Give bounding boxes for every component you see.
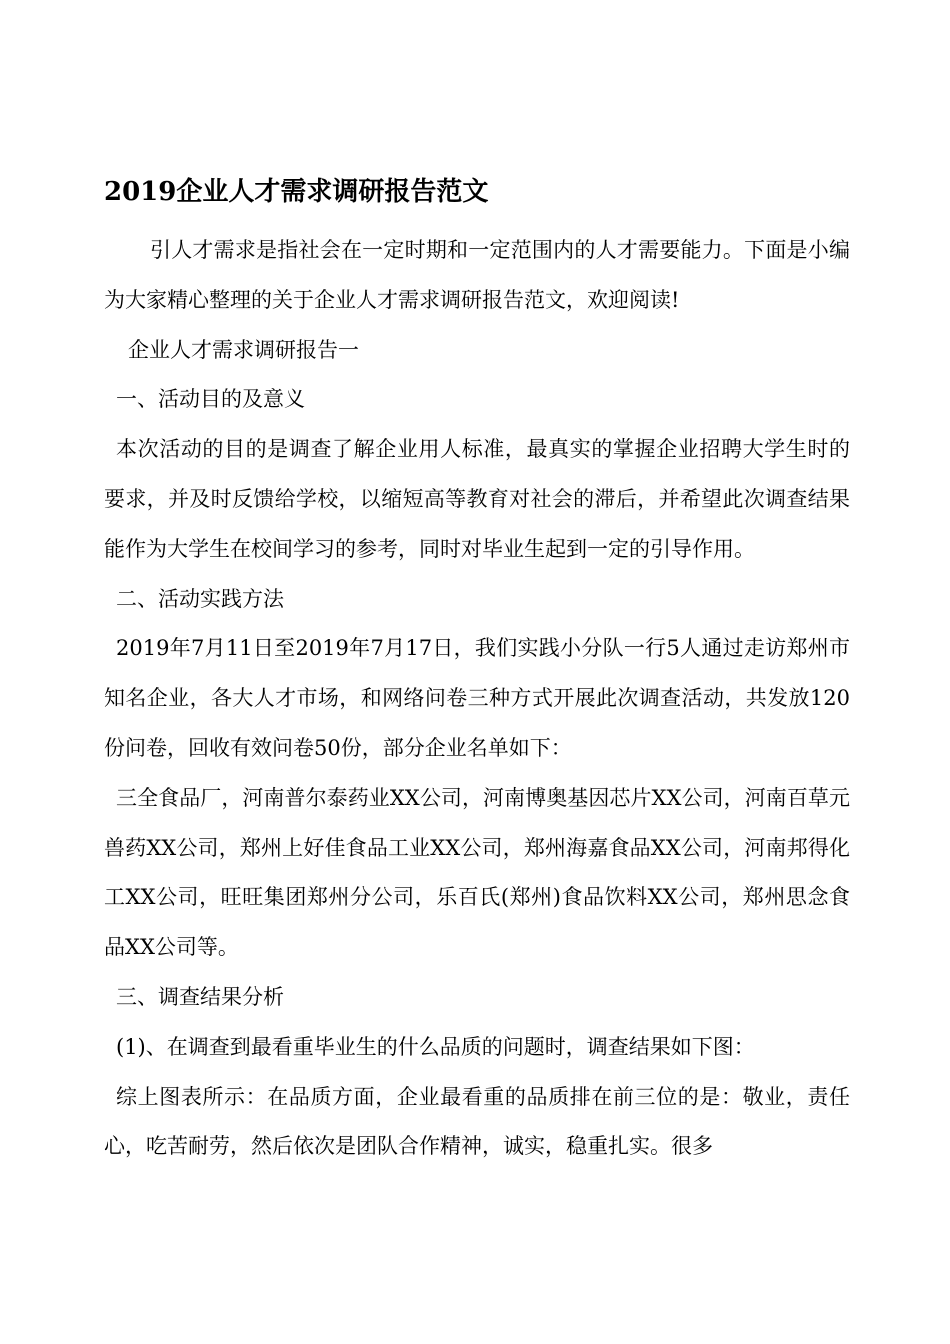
analysis-summary-paragraph: 综上图表所示：在品质方面，企业最看重的品质排在前三位的是：敬业，责任心，吃苦耐劳，然后依次是团队合作精神，诚实，稳重扎实。很多 (104, 1084, 850, 1159)
analysis-question-paragraph: (1)、在调查到最看重毕业生的什么品质的问题时，调查结果如下图： (116, 1034, 755, 1059)
section-heading-purpose: 一、活动目的及意义 (116, 387, 305, 412)
report-subtitle: 企业人才需求调研报告一 (128, 337, 359, 362)
intro-paragraph: 引人才需求是指社会在一定时期和一定范围内的人才需要能力。下面是小编为大家精心整理的关于企业人才需求调研报告范文，欢迎阅读! (104, 238, 850, 312)
purpose-paragraph: 本次活动的目的是调查了解企业用人标准，最真实的掌握企业招聘大学生时的要求，并及时反馈给学校，以缩短高等教育对社会的滞后，并希望此次调查结果能作为大学生在校间学习的参考，同时对毕业生起到一定的引导作用。 (104, 437, 850, 561)
section-heading-method: 二、活动实践方法 (116, 586, 284, 611)
section-heading-analysis: 三、调查结果分析 (116, 984, 284, 1009)
company-list-paragraph: 三全食品厂，河南普尔泰药业XX公司，河南博奥基因芯片XX公司，河南百草元兽药XX公司，郑州上好佳食品工业XX公司，郑州海嘉食品XX公司，河南邦得化工XX公司，旺旺集团郑州分公司，乐百氏(郑州)食品饮料XX公司，郑州思念食品XX公司等。 (104, 785, 850, 960)
document-body (104, 226, 850, 1172)
method-paragraph: 2019年7月11日至2019年7月17日，我们实践小分队一行5人通过走访郑州市知名企业，各大人才市场，和网络问卷三种方式开展此次调查活动，共发放120份问卷，回收有效问卷50份，部分企业名单如下： (104, 636, 850, 760)
document-title: 2019企业人才需求调研报告范文 (104, 177, 489, 207)
